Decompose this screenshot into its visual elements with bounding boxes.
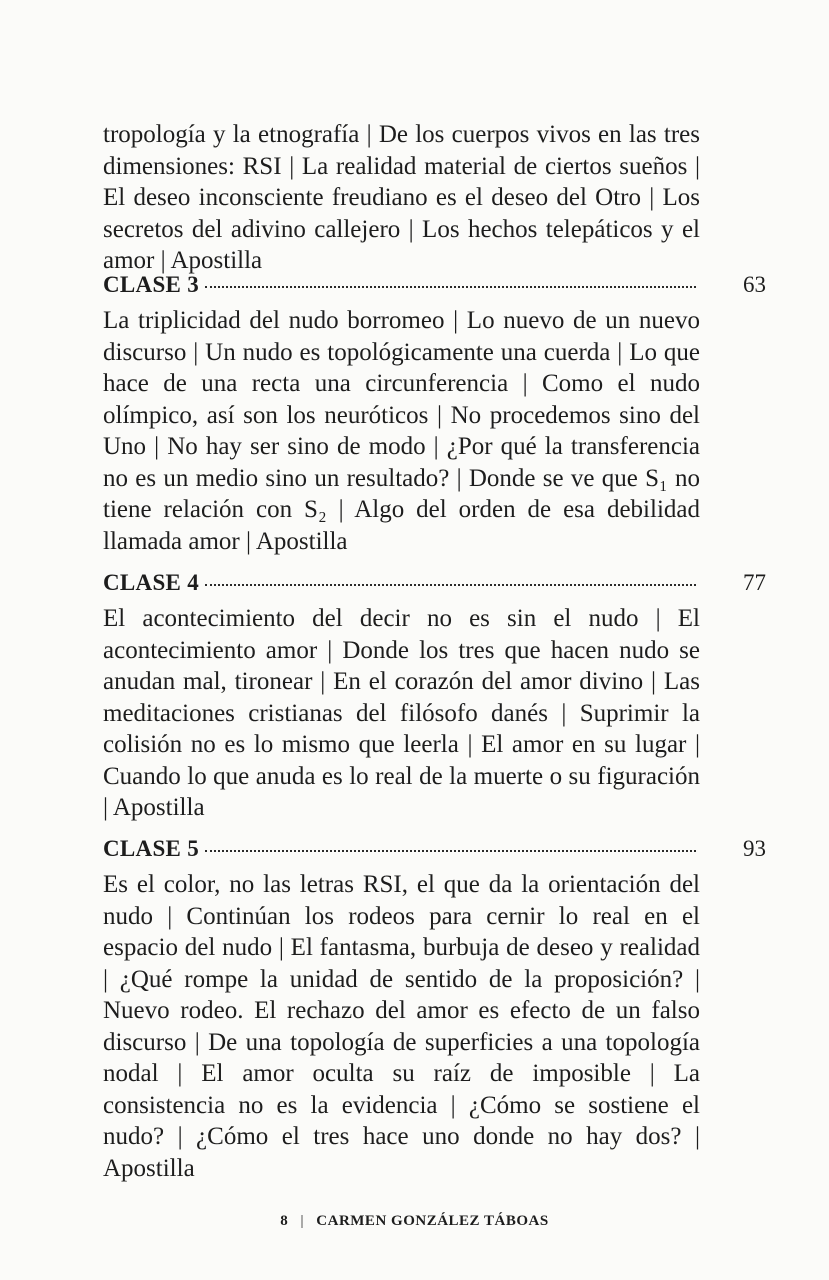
toc-entry	[103, 570, 766, 601]
toc-section-clase-4	[103, 570, 766, 824]
toc-section-clase-3	[103, 272, 766, 557]
toc-summary: La triplicidad del nudo borromeo | Lo nuevo de un nuevo discurso | Un nudo es topológicamente una cuerda | Lo que hace de una recta una circunferencia | Como el nudo olímpico, así son los neuróticos | No procedemos sino del Uno | No hay ser sino de modo | ¿Por qué la transferencia no es un medio sino un resultado? | Donde se ve que S₁ no tiene relación con S₂ | Algo del orden de esa debilidad llamada amor | Apostilla	[103, 307, 700, 555]
toc-summary: El acontecimiento del decir no es sin el nudo | El acontecimiento amor | Donde los tres que hacen nudo se anudan mal, tironear | En el corazón del amor divino | Las meditaciones cristianas del filósofo danés | Suprimir la colisión no es lo mismo que leerla | El amor en su lugar | Cuando lo que anuda es lo real de la muerte o su figuración | Apostilla	[103, 605, 700, 821]
intro-paragraph: tropología y la etnografía | De los cuerpos vivos en las tres dimensiones: RSI | La realidad material de ciertos sueños | El deseo inconsciente freudiano es el deseo del Otro | Los secretos del adivino callejero | Los hechos telepáticos y el amor | Apostilla	[103, 121, 700, 274]
dot-leader	[205, 286, 696, 288]
toc-entry-label: CLASE 3	[103, 272, 200, 297]
toc-entry-label: CLASE 5	[103, 836, 200, 861]
toc-entry	[103, 836, 766, 867]
toc-entry	[103, 272, 766, 303]
dot-leader	[205, 850, 696, 852]
footer-page-number: 8	[280, 1213, 289, 1229]
footer-author: CARMEN GONZÁLEZ TÁBOAS	[316, 1213, 549, 1229]
toc-section-clase-5	[103, 836, 766, 1184]
toc-entry-label: CLASE 4	[103, 570, 200, 595]
footer-separator: |	[300, 1213, 305, 1229]
dot-leader	[205, 584, 696, 586]
toc-page-number: 77	[743, 570, 766, 595]
page-footer	[0, 1213, 829, 1230]
toc-summary: Es el color, no las letras RSI, el que da la orientación del nudo | Continúan los rodeos para cernir lo real en el espacio del nudo | El fantasma, burbuja de deseo y realidad | ¿Qué rompe la unidad de sentido de la proposición? | Nuevo rodeo. El rechazo del amor es efecto de un falso discurso | De una topología de superficies a una topología nodal | El amor oculta su raíz de imposible | La consistencia no es la evidencia | ¿Cómo se sostiene el nudo? | ¿Cómo el tres hace uno donde no hay dos? | Apostilla	[103, 871, 700, 1182]
toc-page-number: 93	[743, 836, 766, 861]
toc-page-number: 63	[743, 272, 766, 297]
